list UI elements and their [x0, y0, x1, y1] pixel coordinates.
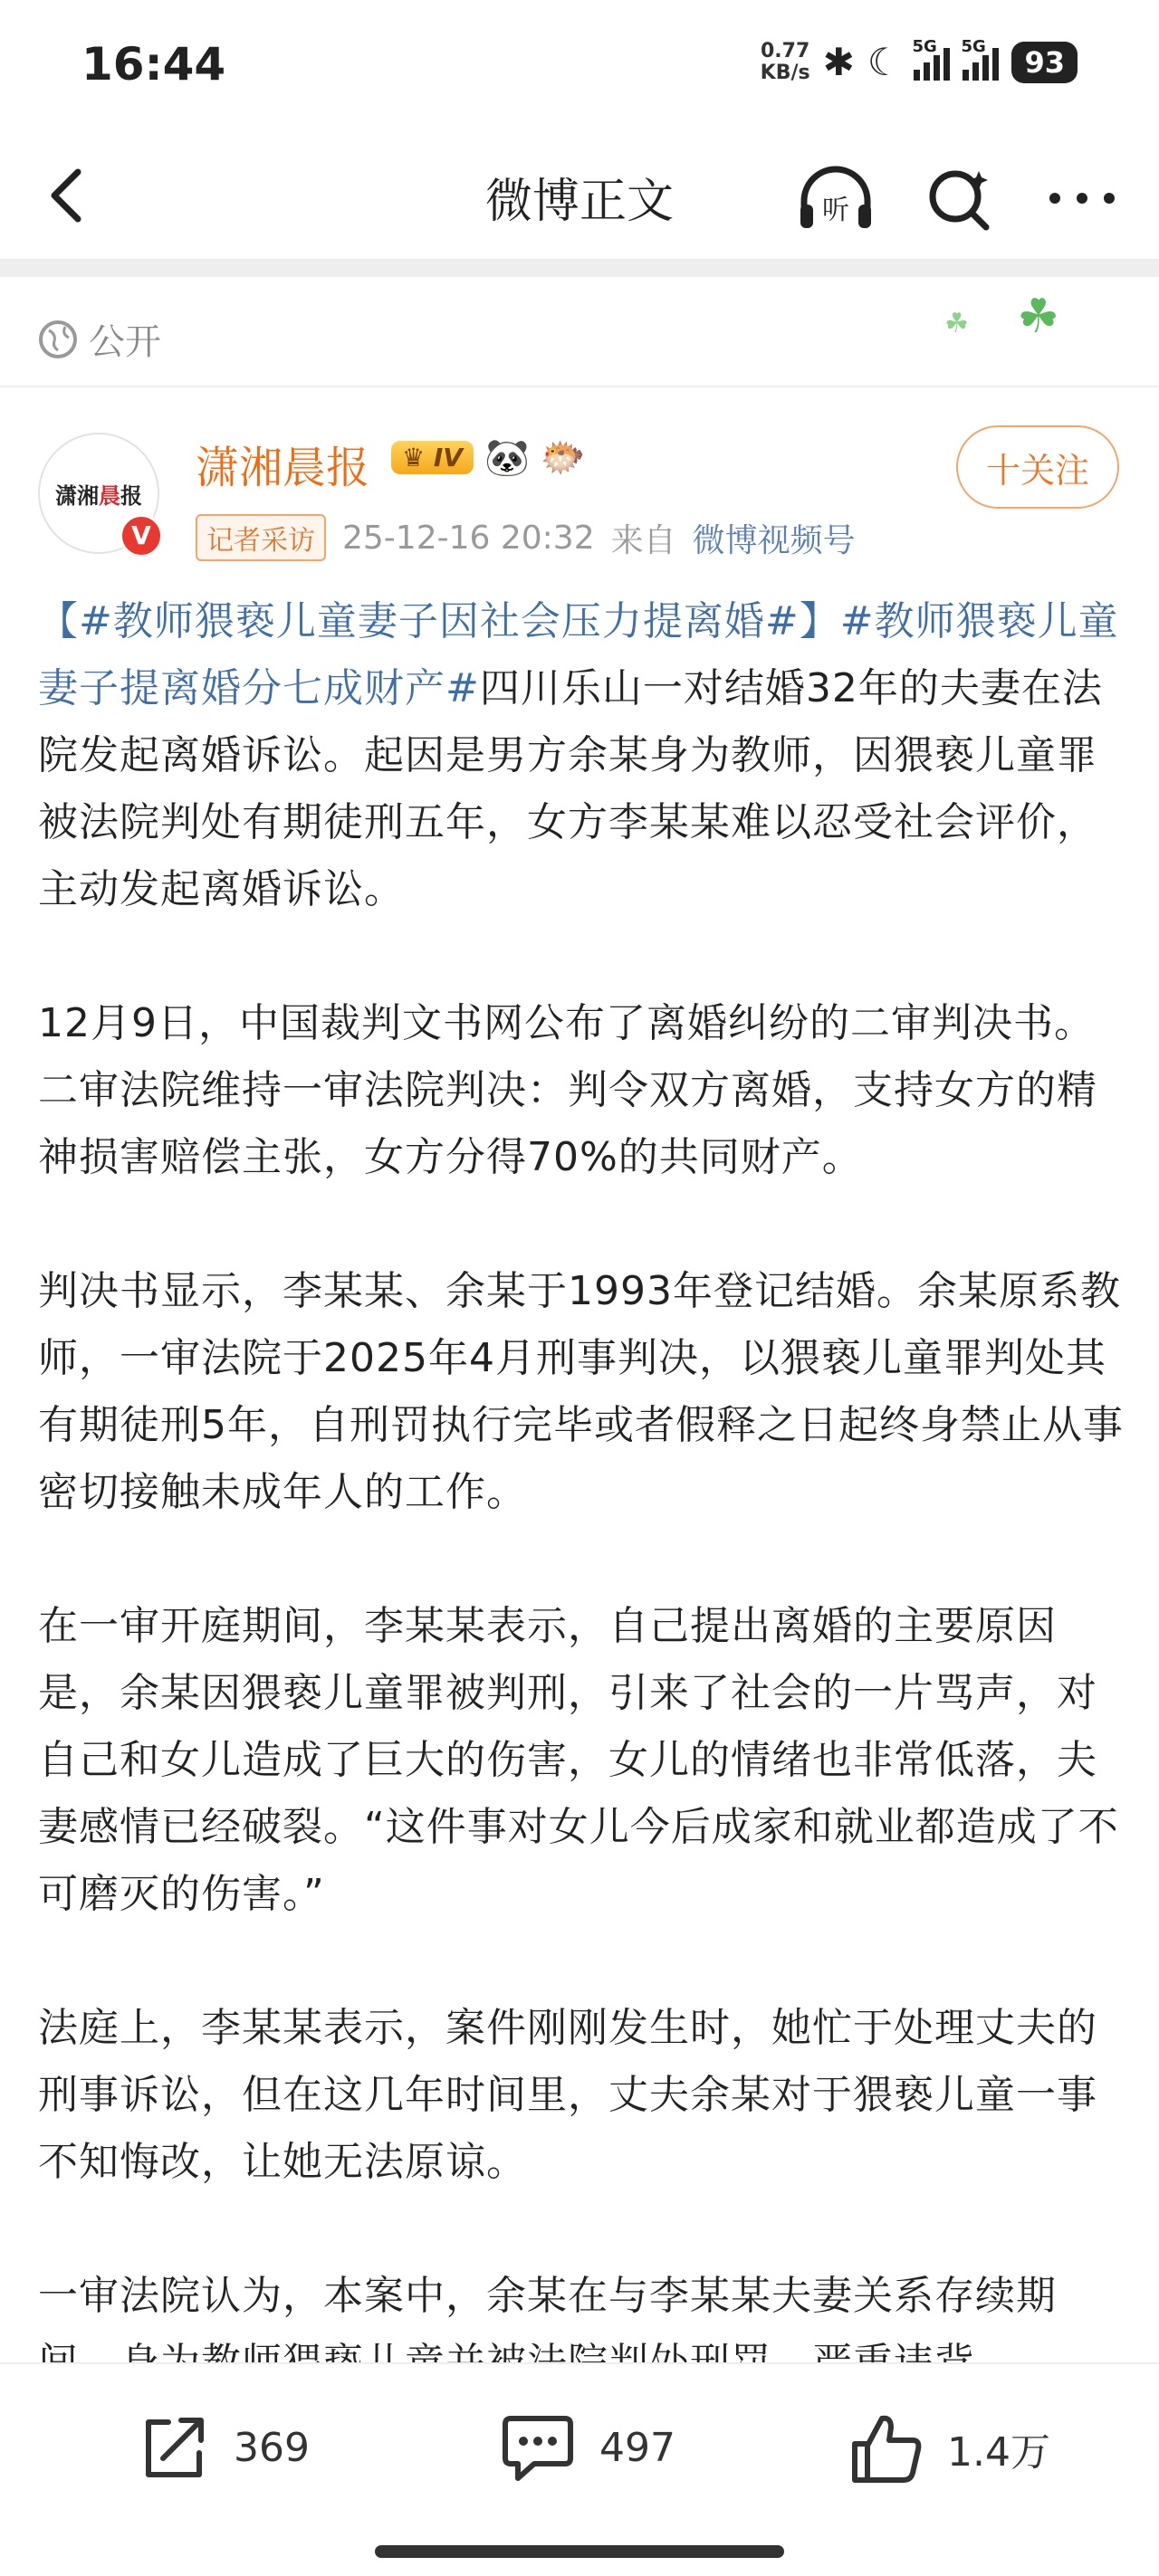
search-button[interactable]	[918, 157, 1000, 239]
follow-button[interactable]: 十关注	[956, 425, 1119, 509]
visibility-row	[0, 277, 1159, 387]
author-avatar[interactable]: 潇湘 晨 报	[38, 433, 159, 554]
post-content	[38, 588, 1125, 2464]
comment-button[interactable]	[498, 2409, 675, 2485]
topic-link[interactable]: 【#教师猥亵儿童妻子因社会压力提离婚#】	[38, 598, 840, 644]
globe-icon	[38, 320, 78, 359]
paragraph-1: 【#教师猥亵儿童妻子因社会压力提离婚#】#教师猥亵儿童妻子提离婚分七成财产#四川乐山一对结婚32年的夫妻在法院发起离婚诉讼。起因是男方余某身为教师，因猥亵儿童罪被法院判处有期徒刑五年，女方李某某难以忍受社会评价，主动发起离婚诉讼。	[38, 598, 1119, 912]
section-divider	[0, 259, 1159, 277]
role-tag: 记者采访	[196, 514, 326, 561]
status-bar	[0, 0, 1159, 136]
bottom-action-bar	[0, 2362, 1159, 2576]
share-icon	[136, 2409, 212, 2485]
svg-text:听: 听	[822, 195, 849, 226]
share-button[interactable]	[136, 2409, 310, 2485]
top-nav-bar	[0, 136, 1159, 253]
cell-signal-1-icon: 5G	[914, 44, 950, 81]
fish-badge-icon[interactable]: 🐡	[540, 437, 586, 479]
clover-decoration-small-icon: ☘	[944, 308, 969, 339]
more-dots-icon	[1046, 185, 1118, 212]
paragraph-4: 在一审开庭期间，李某某表示，自己提出离婚的主要原因是，余某因猥亵儿童罪被判刑，引来了社会的一片骂声，对自己和女儿造成了巨大的伤害，女儿的情绪也非常低落，夫妻感情已经破裂。“这件事对女儿今后成家和就业都造成了不可磨灭的伤害。”	[38, 1603, 1119, 1917]
listen-button[interactable]	[795, 157, 876, 239]
cell-signal-2-icon: 5G	[963, 44, 999, 81]
comment-count: 497	[599, 2424, 675, 2471]
post-source-link[interactable]: 微博视频号	[692, 521, 856, 559]
status-time: 16:44	[81, 38, 226, 91]
headphones-listen-icon	[795, 157, 876, 239]
paragraph-3: 判决书显示，李某某、余某于1993年登记结婚。余某原系教师，一审法院于2025年4月刑事判决，以猥亵儿童罪判处其有期徒刑5年，自刑罚执行完毕或者假释之日起终身禁止从事密切接触未成年人的工作。	[38, 1268, 1124, 1515]
more-button[interactable]	[1041, 157, 1123, 239]
topic-link[interactable]: #教师猥亵儿童妻子提离婚分七成财产#	[38, 598, 1119, 711]
thumbs-up-icon	[848, 2409, 925, 2487]
like-count: 1.4万	[947, 2429, 1050, 2476]
home-indicator[interactable]	[375, 2545, 784, 2558]
paragraph-5: 法庭上，李某某表示，案件刚刚发生时，她忙于处理丈夫的刑事诉讼，但在这几年时间里，丈夫余某对于猥亵儿童一事不知悔改，让她无法原谅。	[38, 2005, 1097, 2185]
net-speed: 0.77 KB/s	[760, 39, 810, 84]
battery-indicator: 93	[1011, 42, 1078, 83]
author-name[interactable]: 潇湘晨报	[196, 443, 370, 493]
paragraph-6: 一审法院认为，本案中，余某在与李某某夫妻关系存续期	[38, 2273, 1057, 2319]
verified-v-icon: V	[120, 514, 163, 558]
post-meta	[196, 514, 856, 561]
post-date: 25-12-16 20:32	[342, 519, 595, 557]
post-header	[0, 416, 1159, 561]
nav-actions	[795, 157, 1123, 239]
panda-badge-icon[interactable]: 🐼	[484, 437, 530, 479]
page-title: 微博正文	[484, 175, 674, 229]
visibility-indicator	[38, 313, 161, 365]
status-indicators	[760, 36, 1078, 84]
clover-decoration-icon: ☘	[1017, 290, 1059, 344]
member-level-badge[interactable]: ♛ IV	[391, 441, 474, 474]
comment-icon	[498, 2409, 578, 2485]
search-icon	[923, 162, 995, 234]
paragraph-2: 12月9日，中国裁判文书网公布了离婚纠纷的二审判决书。二审法院维持一审法院判决：判令双方离婚，支持女方的精神损害赔偿主张，女方分得70%的共同财产。	[38, 1000, 1097, 1180]
source-prefix: 来自	[610, 521, 676, 559]
visibility-label: 公开	[89, 321, 161, 363]
share-count: 369	[234, 2424, 310, 2471]
like-button[interactable]	[848, 2409, 1050, 2487]
do-not-disturb-moon-icon: ☾	[867, 40, 902, 84]
author-badges	[391, 436, 586, 479]
bluetooth-icon: ✱	[822, 40, 855, 84]
